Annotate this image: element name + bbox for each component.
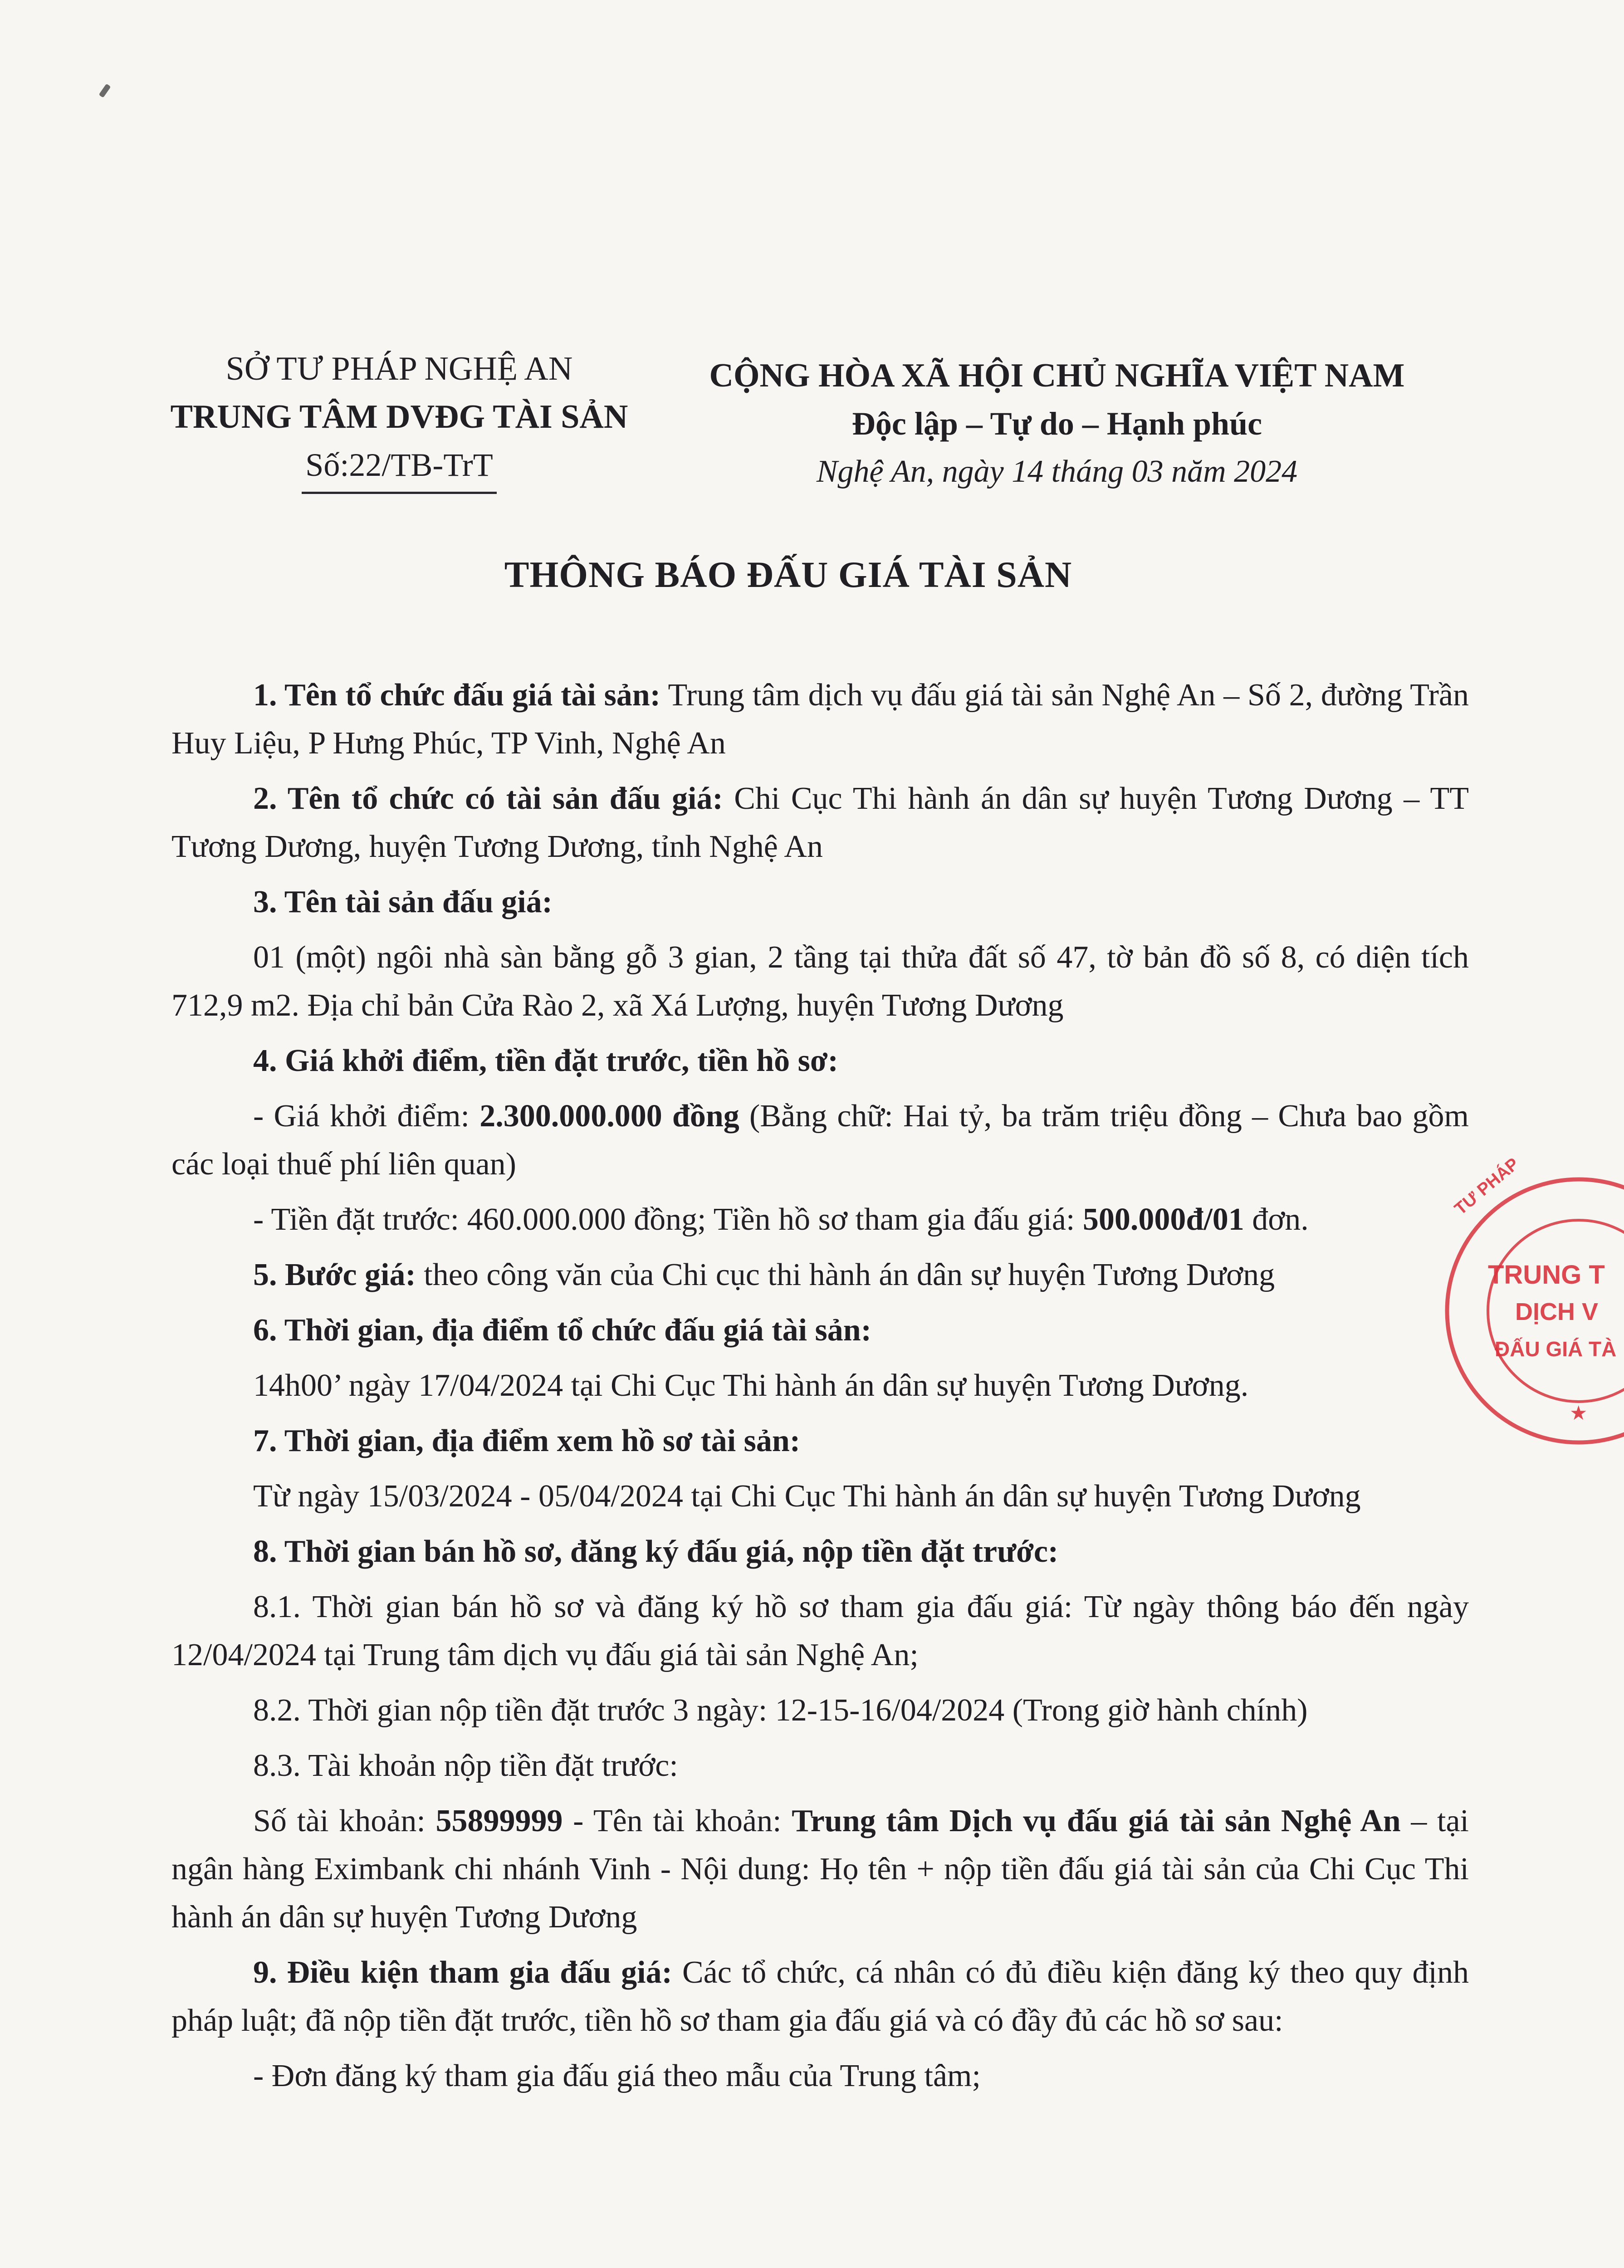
section-3-label: 3. Tên tài sản đấu giá: — [253, 885, 553, 919]
section-9 — [171, 1949, 1469, 2045]
section-1-text: Trung tâm dịch vụ đấu giá tài sản Nghệ An – Số 2, đường Trần Huy Liệu, P Hưng Phúc, TP Vinh, Nghệ An — [171, 678, 1469, 761]
section-8-1: 8.1. Thời gian bán hồ sơ và đăng ký hồ sơ tham gia đấu giá: Từ ngày thông báo đến ngày 12/04/2024 tại Trung tâm dịch vụ đấu giá tài sản Nghệ An; — [171, 1589, 1469, 1672]
section-7-body: Từ ngày 15/03/2024 - 05/04/2024 tại Chi Cục Thi hành án dân sự huyện Tương Dương — [253, 1479, 1361, 1514]
section-3-heading — [171, 878, 1469, 926]
section-8-3: 8.3. Tài khoản nộp tiền đặt trước: — [253, 1748, 678, 1783]
document-body — [171, 671, 1469, 2100]
account-name-prefix: - Tên tài khoản: — [563, 1804, 792, 1838]
section-4-starting-price — [171, 1092, 1469, 1188]
section-6-label: 6. Thời gian, địa điểm tổ chức đấu giá tài sản: — [253, 1313, 872, 1348]
section-4-deposit — [171, 1196, 1469, 1244]
section-2 — [171, 775, 1469, 871]
issuer-block — [136, 345, 662, 494]
section-2-label: 2. Tên tổ chức có tài sản đấu giá: — [253, 781, 723, 816]
section-2-text: Chi Cục Thi hành án dân sự huyện Tương Dương – TT Tương Dương, huyện Tương Dương, tỉnh Nghệ An — [171, 781, 1469, 864]
nation-title: CỘNG HÒA XÃ HỘI CHỦ NGHĨA VIỆT NAM — [709, 357, 1405, 394]
fee-rest: đơn. — [1244, 1202, 1309, 1237]
account-rest: – tại ngân hàng Eximbank chi nhánh Vinh - Nội dung: Họ tên + nộp tiền đấu giá tài sản của Chi Cục Thi hành án dân sự huyện Tương Dương — [171, 1804, 1469, 1935]
section-9-text: Các tổ chức, cá nhân có đủ điều kiện đăng ký theo quy định pháp luật; đã nộp tiền đặt trước, tiền hồ sơ tham gia đấu giá và có đầy đủ các hồ sơ sau: — [171, 1955, 1469, 2038]
section-8-heading — [171, 1528, 1469, 1576]
section-7-heading — [171, 1417, 1469, 1465]
fee-value: 500.000đ/01 — [1082, 1202, 1244, 1237]
section-4-label: 4. Giá khởi điểm, tiền đặt trước, tiền hồ sơ: — [253, 1043, 838, 1078]
section-4-heading — [171, 1037, 1469, 1085]
section-3-body: 01 (một) ngôi nhà sàn bằng gỗ 3 gian, 2 tầng tại thửa đất số 47, tờ bản đồ số 8, có diện tích 712,9 m2. Địa chỉ bản Cửa Rào 2, xã Xá Lượng, huyện Tương Dương — [171, 940, 1469, 1023]
deposit-text: - Tiền đặt trước: 460.000.000 đồng; Tiền hồ sơ tham gia đấu giá: — [253, 1202, 1083, 1237]
issuer-parent-org: SỞ TƯ PHÁP NGHỆ AN — [225, 350, 573, 387]
national-motto: Độc lập – Tự do – Hạnh phúc — [851, 406, 1262, 442]
account-number: 55899999 — [435, 1804, 563, 1838]
section-9-item-1: - Đơn đăng ký tham gia đấu giá theo mẫu của Trung tâm; — [253, 2058, 981, 2093]
official-seal — [1433, 1154, 1624, 1447]
section-8-2: 8.2. Thời gian nộp tiền đặt trước 3 ngày: 12-15-16/04/2024 (Trong giờ hành chính) — [253, 1693, 1308, 1728]
section-5 — [171, 1251, 1469, 1299]
seal-ring-text: TƯ PHÁP — [1451, 1154, 1523, 1219]
section-9-label: 9. Điều kiện tham gia đấu giá: — [253, 1955, 672, 1990]
section-6-body: 14h00’ ngày 17/04/2024 tại Chi Cục Thi hành án dân sự huyện Tương Dương. — [253, 1368, 1249, 1403]
section-7-label: 7. Thời gian, địa điểm xem hồ sơ tài sản: — [253, 1423, 801, 1458]
document-number: Số:22/TB-TrT — [302, 441, 496, 494]
section-6-heading — [171, 1306, 1469, 1354]
starting-price-value: 2.300.000.000 đồng — [479, 1099, 739, 1134]
section-1-label: 1. Tên tổ chức đấu giá tài sản: — [253, 678, 661, 713]
account-number-prefix: Số tài khoản: — [253, 1804, 436, 1838]
starting-price-prefix: - Giá khởi điểm: — [253, 1099, 480, 1134]
place-and-date: Nghệ An, ngày 14 tháng 03 năm 2024 — [816, 454, 1298, 489]
section-8-label: 8. Thời gian bán hồ sơ, đăng ký đấu giá, nộp tiền đặt trước: — [253, 1534, 1059, 1569]
seal-line-3: ĐẤU GIÁ TÀ — [1495, 1337, 1617, 1361]
section-8-account — [171, 1797, 1469, 1941]
national-header — [671, 352, 1443, 496]
seal-line-2: DỊCH V — [1515, 1298, 1599, 1325]
scan-speck — [98, 83, 111, 98]
starting-price-rest: (Bằng chữ: Hai tỷ, ba trăm triệu đồng – Chưa bao gồm các loại thuế phí liên quan) — [171, 1099, 1469, 1182]
section-1 — [171, 671, 1469, 767]
account-name: Trung tâm Dịch vụ đấu giá tài sản Nghệ An — [792, 1804, 1401, 1838]
seal-line-1: TRUNG T — [1488, 1260, 1605, 1290]
issuer-org: TRUNG TÂM DVĐG TÀI SẢN — [170, 398, 628, 435]
seal-star-icon: ★ — [1570, 1402, 1588, 1424]
section-5-label: 5. Bước giá: — [253, 1257, 416, 1292]
section-5-text: theo công văn của Chi cục thi hành án dân sự huyện Tương Dương — [416, 1257, 1275, 1292]
document-title: THÔNG BÁO ĐẤU GIÁ TÀI SẢN — [504, 554, 1072, 595]
